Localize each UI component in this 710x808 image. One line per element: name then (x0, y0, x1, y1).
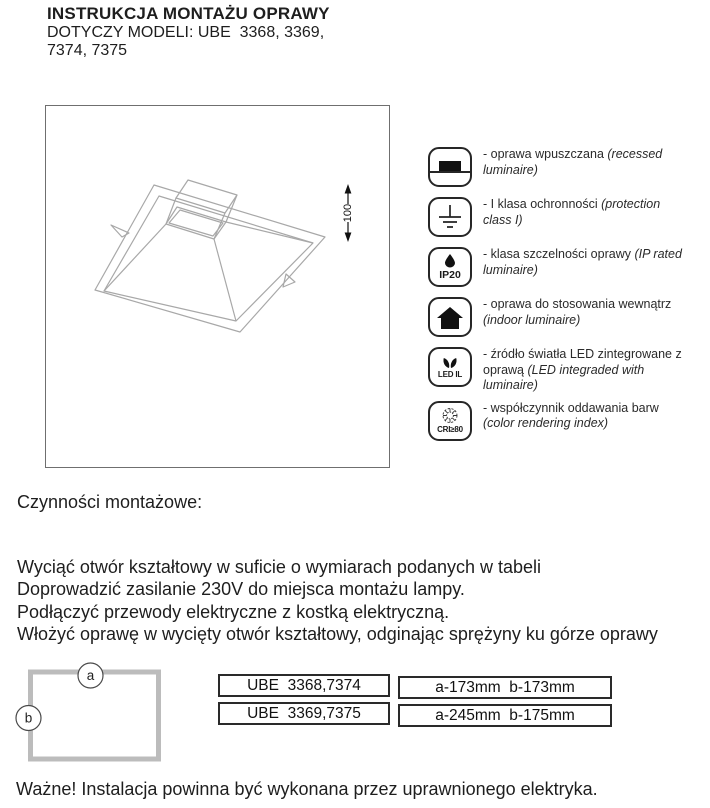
page-title: INSTRUKCJA MONTAŻU OPRAWY (47, 4, 330, 23)
luminaire-drawing-frame (45, 105, 390, 468)
legend-caption: - oprawa wpuszczana (recessed luminaire) (483, 147, 663, 177)
symbol-legend (428, 147, 706, 451)
legend-caption: - oprawa do stosowania wewnątrz (indoor luminaire) (483, 297, 672, 327)
model-cell: UBE 3368,7374 (218, 674, 390, 697)
protection-class-1-icon (428, 197, 472, 237)
warning-note: Ważne! Instalacja powinna być wykonana przez uprawnionego elektryka. (16, 779, 598, 799)
ip-rating-label: IP20 (439, 269, 461, 282)
section-title-montage: Czynności montażowe: (17, 492, 203, 512)
legend-caption: - współczynnik oddawania barw (color rendering index) (483, 400, 659, 430)
montage-step: Podłączyć przewody elektryczne z kostką elektryczną. (17, 601, 450, 622)
cri-value-label: CRI≥80 (437, 425, 463, 434)
legend-item-led (428, 347, 706, 394)
luminaire-isometric-drawing (46, 106, 387, 465)
dimension-b-label: b (24, 710, 33, 726)
montage-steps (17, 556, 658, 646)
cutout-diagram (10, 658, 180, 770)
model-cell: UBE 3369,7375 (218, 702, 390, 725)
legend-caption: - klasa szczelności oprawy (IP rated luminaire) (483, 247, 682, 277)
montage-step: Włożyć oprawę w wycięty otwór kształtowy, odginając sprężyny ku górze oprawy (17, 624, 658, 645)
spring-tab-right (283, 274, 295, 287)
indoor-luminaire-icon (428, 297, 472, 337)
legend-caption: - źródło światła LED zintegrowane z oprawą (LED integraded with luminaire) (483, 347, 682, 392)
montage-step: Doprowadzić zasilanie 230V do miejsca montażu lampy. (17, 579, 465, 600)
dimensions-cell: a-173mm b-173mm (398, 676, 612, 699)
legend-item-cri (428, 401, 706, 444)
models-line-2: 7374, 7375 (47, 42, 128, 59)
montage-step: Wyciąć otwór kształtowy w suficie o wymiarach podanych w tabeli (17, 557, 542, 577)
legend-item-recessed (428, 147, 706, 190)
ip20-icon (428, 247, 472, 287)
dimensions-cell: a-245mm b-175mm (398, 704, 612, 727)
cri-icon (428, 401, 472, 441)
legend-item-indoor (428, 297, 706, 340)
spring-tab-left (111, 225, 129, 237)
legend-item-class1 (428, 197, 706, 240)
models-line-1: DOTYCZY MODELI: UBE 3368, 3369, (47, 24, 325, 41)
dimension-label: 100 (341, 203, 354, 223)
led-il-label: LED IL (437, 369, 463, 379)
legend-item-ip (428, 247, 706, 290)
legend-caption: - I klasa ochronności (protection class I) (483, 197, 661, 227)
dimension-a-label: a (86, 668, 95, 683)
led-integrated-icon (428, 347, 472, 387)
recessed-luminaire-icon (428, 147, 472, 187)
